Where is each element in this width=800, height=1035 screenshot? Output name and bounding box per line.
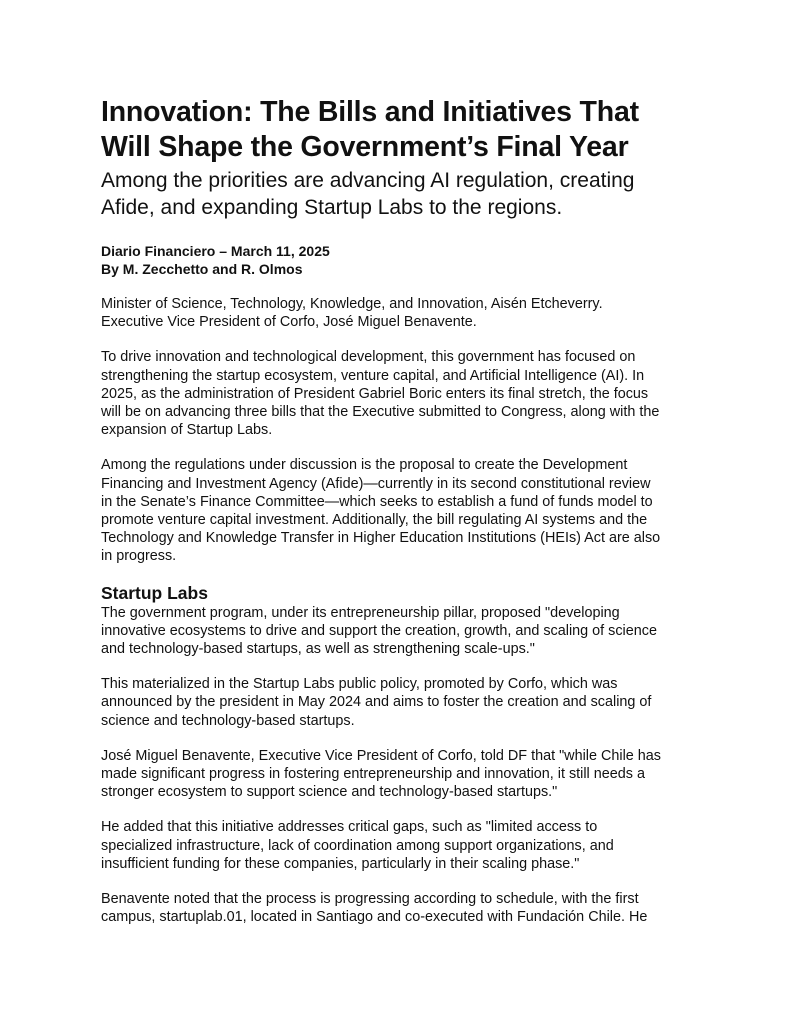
text-line: Financing and Investment Agency (Afide)—currently in its second constitutional review: [101, 475, 651, 492]
text-line: and technology-based startups, as well as strengthening scale-ups.": [101, 641, 535, 658]
text-line: To drive innovation and technological development, this government has focused on: [101, 349, 636, 366]
article-subtitle: [101, 167, 711, 221]
caption-line: Minister of Science, Technology, Knowledge, and Innovation, Aisén Etcheverry.: [101, 296, 603, 312]
caption-line: Executive Vice President of Corfo, José Miguel Benavente.: [101, 314, 477, 331]
text-line: José Miguel Benavente, Executive Vice President of Corfo, told DF that "while Chile has: [101, 747, 661, 764]
text-line: He added that this initiative addresses critical gaps, such as "limited access to: [101, 819, 598, 836]
paragraph-regulations: [101, 456, 711, 565]
text-line: 2025, as the administration of President Gabriel Boric enters its final stretch, the focus: [101, 385, 649, 402]
article-title: [101, 95, 711, 165]
section-heading-startup-labs: Startup Labs: [101, 582, 208, 603]
title-line: Will Shape the Government’s Final Year: [101, 131, 629, 163]
text-line: The government program, under its entrepreneurship pillar, proposed "developing: [101, 604, 620, 621]
text-line: specialized infrastructure, lack of coordination among support organizations, and: [101, 837, 614, 854]
text-line: made significant progress in fostering entrepreneurship and innovation, it still needs a: [101, 766, 645, 783]
text-line: Among the regulations under discussion is the proposal to create the Development: [101, 457, 628, 474]
text-line: insufficient funding for these companies, particularly in their scaling phase.": [101, 855, 580, 872]
article: [101, 95, 711, 926]
text-line: announced by the president in May 2024 and aims to foster the creation and scaling of: [101, 694, 652, 711]
paragraph-government-program: [101, 604, 711, 659]
byline: [101, 242, 711, 278]
text-line: science and technology-based startups.: [101, 712, 355, 729]
title-line: Innovation: The Bills and Initiatives That: [101, 96, 639, 128]
text-line: innovative ecosystems to drive and support the creation, growth, and scaling of science: [101, 622, 657, 639]
paragraph-critical-gaps: [101, 818, 711, 873]
text-line: Benavente noted that the process is progressing according to schedule, with the first: [101, 891, 639, 908]
text-line: will be on advancing three bills that the Executive submitted to Congress, along with the: [101, 404, 660, 421]
paragraph-schedule: [101, 890, 711, 926]
authors: By M. Zecchetto and R. Olmos: [101, 261, 303, 277]
text-line: in progress.: [101, 548, 177, 565]
source-date: Diario Financiero – March 11, 2025: [101, 243, 330, 259]
text-line: Technology and Knowledge Transfer in Higher Education Institutions (HEIs) Act are also: [101, 530, 661, 547]
text-line: campus, startuplab.01, located in Santiago and co-executed with Fundación Chile. He: [101, 909, 648, 926]
photo-caption: [101, 295, 711, 331]
text-line: in the Senate’s Finance Committee—which seeks to establish a fund of funds model to: [101, 493, 653, 510]
text-line: stronger ecosystem to support science and technology-based startups.": [101, 784, 558, 801]
subtitle-line: Afide, and expanding Startup Labs to the regions.: [101, 196, 563, 219]
text-line: This materialized in the Startup Labs public policy, promoted by Corfo, which was: [101, 676, 618, 693]
paragraph-intro: [101, 348, 711, 439]
paragraph-benavente-quote: [101, 747, 711, 802]
text-line: expansion of Startup Labs.: [101, 422, 273, 439]
text-line: strengthening the startup ecosystem, venture capital, and Artificial Intelligence (AI). In: [101, 367, 645, 384]
paragraph-public-policy: [101, 675, 711, 730]
subtitle-line: Among the priorities are advancing AI regulation, creating: [101, 169, 635, 192]
text-line: promote venture capital investment. Additionally, the bill regulating AI systems and the: [101, 512, 648, 529]
